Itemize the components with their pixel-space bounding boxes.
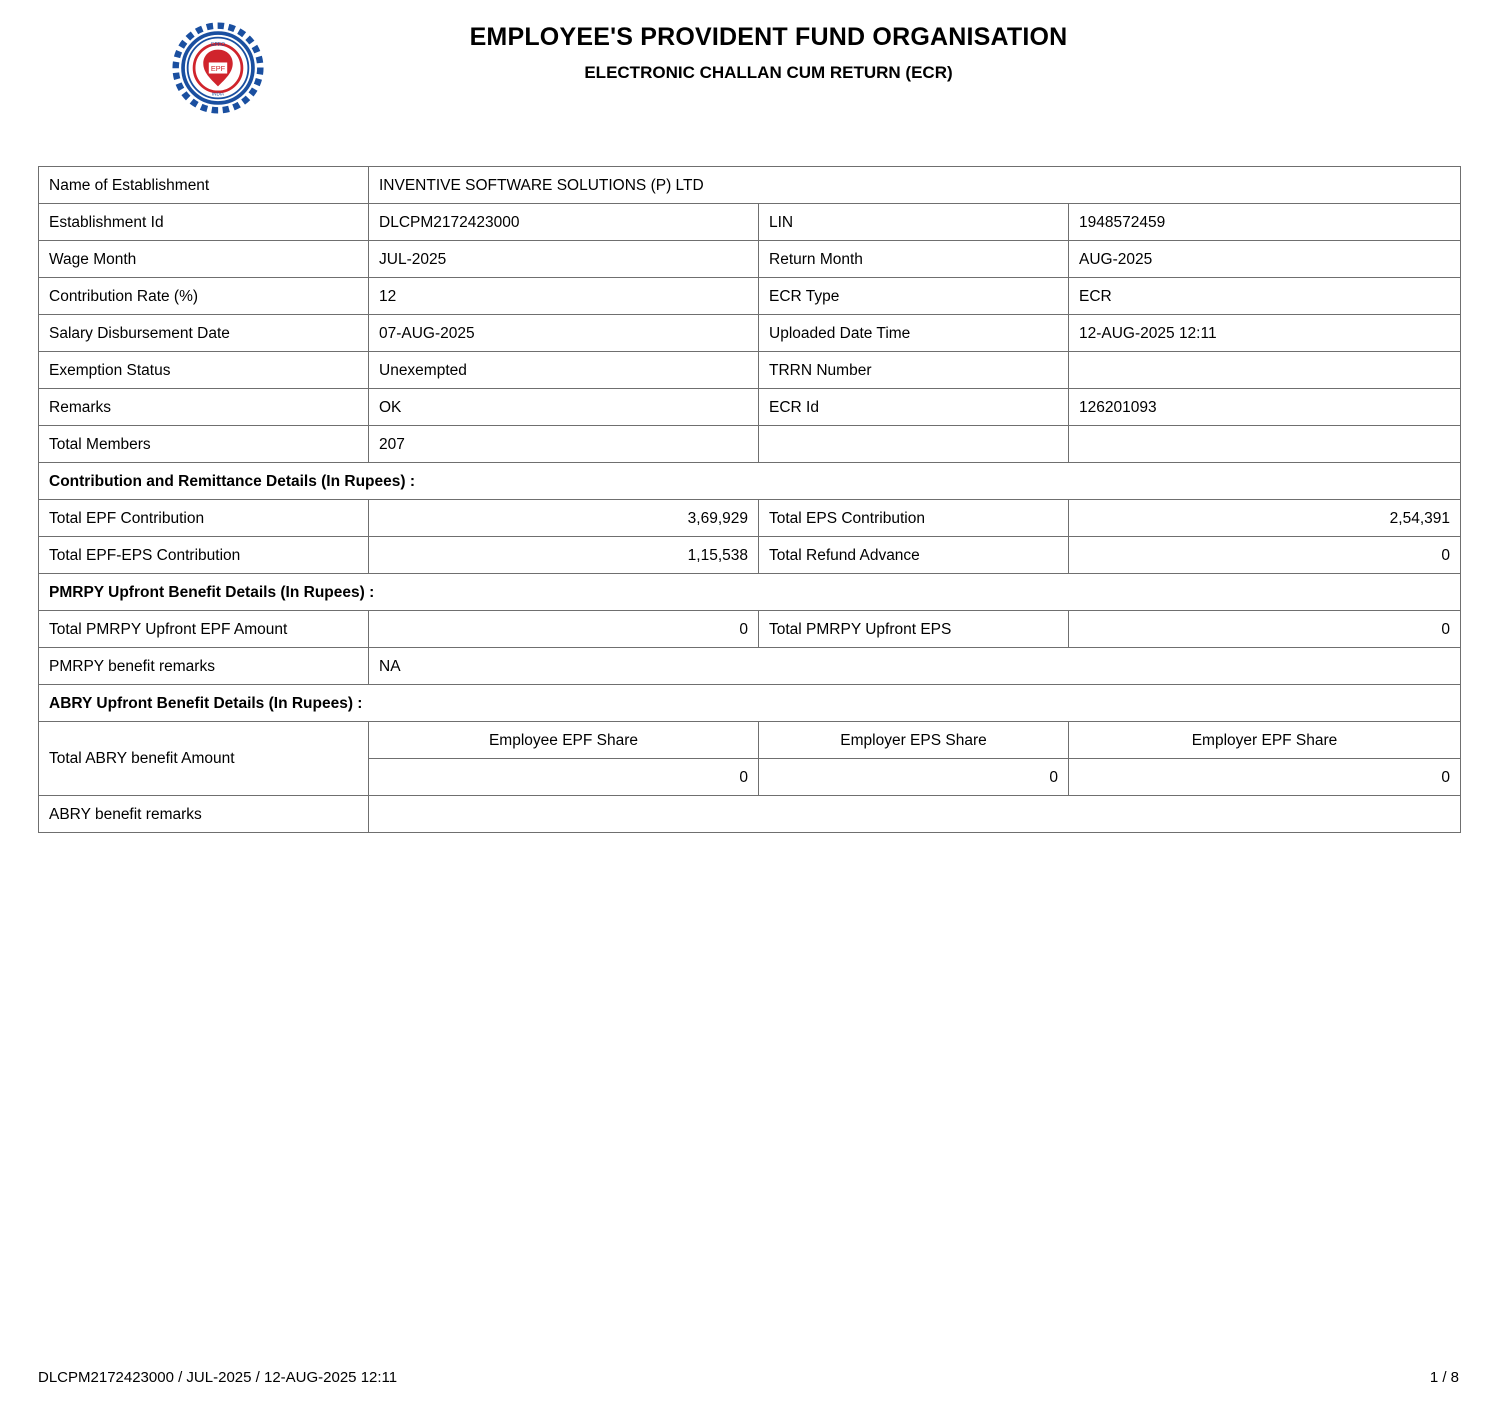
ecr-type-label: ECR Type — [759, 278, 1069, 315]
return-month-value: AUG-2025 — [1069, 241, 1461, 278]
total-epf-contribution-label: Total EPF Contribution — [39, 500, 369, 537]
pmrpy-upfront-eps-value: 0 — [1069, 611, 1461, 648]
svg-text:EPF: EPF — [210, 63, 226, 73]
empty-cell-1 — [759, 426, 1069, 463]
table-row — [39, 685, 1461, 722]
total-members-label: Total Members — [39, 426, 369, 463]
pmrpy-upfront-eps-label: Total PMRPY Upfront EPS — [759, 611, 1069, 648]
abry-employee-epf-value: 0 — [369, 759, 759, 796]
page-footer — [38, 1369, 1459, 1386]
contribution-rate-value: 12 — [369, 278, 759, 315]
abry-total-label: Total ABRY benefit Amount — [39, 722, 369, 796]
svg-text:EPFO: EPFO — [211, 41, 225, 48]
page-header — [0, 0, 1497, 132]
ecr-type-value: ECR — [1069, 278, 1461, 315]
table-row — [39, 796, 1461, 833]
remarks-label: Remarks — [39, 389, 369, 426]
lin-value: 1948572459 — [1069, 204, 1461, 241]
table-row — [39, 463, 1461, 500]
total-epf-eps-contribution-value: 1,15,538 — [369, 537, 759, 574]
establishment-id-value: DLCPM2172423000 — [369, 204, 759, 241]
page-subtitle: ELECTRONIC CHALLAN CUM RETURN (ECR) — [584, 63, 953, 82]
total-members-value: 207 — [369, 426, 759, 463]
epfo-logo — [172, 22, 264, 114]
page-title: EMPLOYEE'S PROVIDENT FUND ORGANISATION — [469, 23, 1068, 51]
salary-disbursement-date-label: Salary Disbursement Date — [39, 315, 369, 352]
pmrpy-section-title: PMRPY Upfront Benefit Details (In Rupees) : — [39, 574, 1461, 611]
abry-benefit-remarks-value — [369, 796, 1461, 833]
table-row — [39, 574, 1461, 611]
ecr-id-value: 126201093 — [1069, 389, 1461, 426]
abry-col-employer-eps: Employer EPS Share — [759, 722, 1069, 759]
contribution-section-title: Contribution and Remittance Details (In Rupees) : — [39, 463, 1461, 500]
table-row — [39, 315, 1461, 352]
abry-employer-epf-value: 0 — [1069, 759, 1461, 796]
pmrpy-benefit-remarks-value: NA — [369, 648, 1461, 685]
establishment-id-label: Establishment Id — [39, 204, 369, 241]
total-epf-contribution-value: 3,69,929 — [369, 500, 759, 537]
abry-employer-eps-value: 0 — [759, 759, 1069, 796]
uploaded-date-time-value: 12-AUG-2025 12:11 — [1069, 315, 1461, 352]
total-epf-eps-contribution-label: Total EPF-EPS Contribution — [39, 537, 369, 574]
table-row — [39, 204, 1461, 241]
pmrpy-upfront-epf-value: 0 — [369, 611, 759, 648]
abry-section-title: ABRY Upfront Benefit Details (In Rupees) : — [39, 685, 1461, 722]
total-refund-advance-label: Total Refund Advance — [759, 537, 1069, 574]
table-row — [39, 167, 1461, 204]
table-row — [39, 537, 1461, 574]
salary-disbursement-date-value: 07-AUG-2025 — [369, 315, 759, 352]
table-row — [39, 278, 1461, 315]
total-eps-contribution-label: Total EPS Contribution — [759, 500, 1069, 537]
pmrpy-benefit-remarks-label: PMRPY benefit remarks — [39, 648, 369, 685]
abry-col-employer-epf: Employer EPF Share — [1069, 722, 1461, 759]
trrn-number-label: TRRN Number — [759, 352, 1069, 389]
ecr-summary-table — [38, 166, 1461, 833]
return-month-label: Return Month — [759, 241, 1069, 278]
svg-text:INDIA: INDIA — [211, 91, 225, 97]
trrn-number-value — [1069, 352, 1461, 389]
table-row — [39, 426, 1461, 463]
table-row — [39, 722, 1461, 759]
remarks-value: OK — [369, 389, 759, 426]
ecr-id-label: ECR Id — [759, 389, 1069, 426]
table-row — [39, 648, 1461, 685]
wage-month-value: JUL-2025 — [369, 241, 759, 278]
establishment-name-label: Name of Establishment — [39, 167, 369, 204]
uploaded-date-time-label: Uploaded Date Time — [759, 315, 1069, 352]
abry-benefit-remarks-label: ABRY benefit remarks — [39, 796, 369, 833]
footer-left-text: DLCPM2172423000 / JUL-2025 / 12-AUG-2025 12:11 — [38, 1369, 398, 1386]
lin-label: LIN — [759, 204, 1069, 241]
contribution-rate-label: Contribution Rate (%) — [39, 278, 369, 315]
ecr-summary-table-wrap — [38, 166, 1459, 833]
empty-cell-2 — [1069, 426, 1461, 463]
table-row — [39, 611, 1461, 648]
table-row — [39, 500, 1461, 537]
pmrpy-upfront-epf-label: Total PMRPY Upfront EPF Amount — [39, 611, 369, 648]
abry-col-employee-epf: Employee EPF Share — [369, 722, 759, 759]
table-row — [39, 389, 1461, 426]
table-row — [39, 241, 1461, 278]
footer-page-number: 1 / 8 — [1429, 1369, 1459, 1386]
exemption-status-value: Unexempted — [369, 352, 759, 389]
wage-month-label: Wage Month — [39, 241, 369, 278]
exemption-status-label: Exemption Status — [39, 352, 369, 389]
total-eps-contribution-value: 2,54,391 — [1069, 500, 1461, 537]
establishment-name-value: INVENTIVE SOFTWARE SOLUTIONS (P) LTD — [369, 167, 1461, 204]
table-row — [39, 352, 1461, 389]
total-refund-advance-value: 0 — [1069, 537, 1461, 574]
